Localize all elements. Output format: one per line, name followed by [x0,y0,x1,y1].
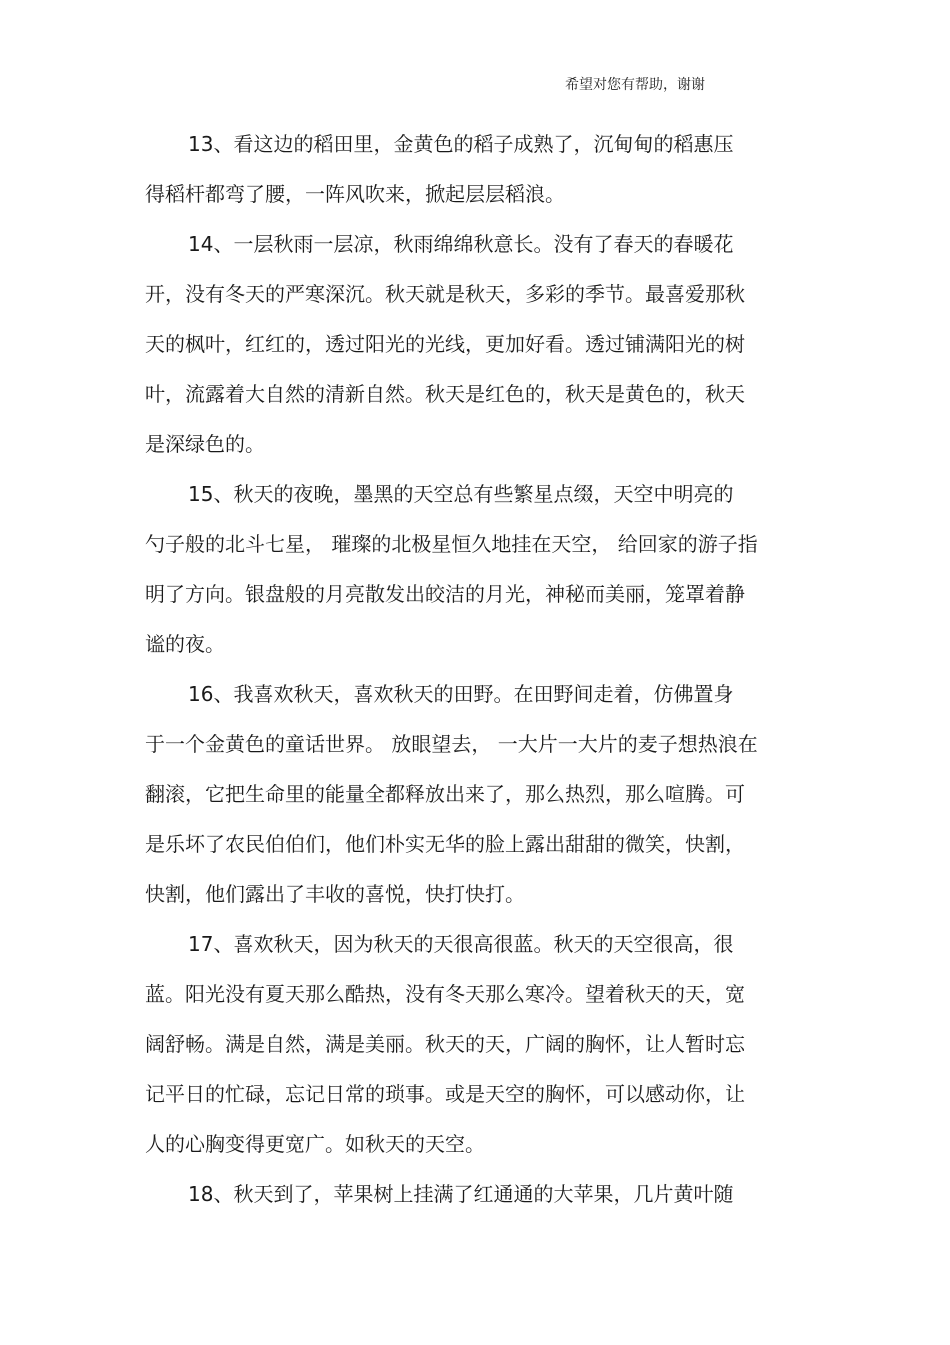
header-note: 希望对您有帮助，谢谢 [565,77,705,93]
paragraph-15-line-4: 谧的夜。 [145,632,225,656]
paragraph-16-line-4: 是乐坏了农民伯伯们，他们朴实无华的脸上露出甜甜的微笑，快割， [145,832,745,856]
paragraph-15-line-2: 勺子般的北斗七星， 璀璨的北极星恒久地挂在天空， 给回家的游子指 [145,532,758,556]
paragraph-15-line-1: 15、秋天的夜晚，墨黑的天空总有些繁星点缀，天空中明亮的 [188,482,734,506]
paragraph-17-line-3: 阔舒畅。满是自然，满是美丽。秋天的天，广阔的胸怀，让人暂时忘 [145,1032,745,1056]
paragraph-14-line-2: 开，没有冬天的严寒深沉。秋天就是秋天，多彩的季节。最喜爱那秋 [145,282,745,306]
paragraph-14-line-4: 叶，流露着大自然的清新自然。秋天是红色的，秋天是黄色的，秋天 [145,382,745,406]
paragraph-17-line-5: 人的心胸变得更宽广。如秋天的天空。 [145,1132,485,1156]
paragraph-17-line-1: 17、喜欢秋天，因为秋天的天很高很蓝。秋天的天空很高，很 [188,932,734,956]
paragraph-16-line-5: 快割，他们露出了丰收的喜悦，快打快打。 [145,882,525,906]
paragraph-18-line-1: 18、秋天到了，苹果树上挂满了红通通的大苹果，几片黄叶随 [188,1182,734,1206]
paragraph-16-line-2: 于一个金黄色的童话世界。 放眼望去， 一大片一大片的麦子想热浪在 [145,732,758,756]
paragraph-14-line-1: 14、一层秋雨一层凉，秋雨绵绵秋意长。没有了春天的春暖花 [188,232,734,256]
paragraph-13-line-2: 得稻杆都弯了腰，一阵风吹来，掀起层层稻浪。 [145,182,565,206]
paragraph-17-line-2: 蓝。阳光没有夏天那么酷热，没有冬天那么寒冷。望着秋天的天，宽 [145,982,745,1006]
paragraph-13-line-1: 13、看这边的稻田里，金黄色的稻子成熟了，沉甸甸的稻惠压 [188,132,734,156]
paragraph-17-line-4: 记平日的忙碌，忘记日常的琐事。或是天空的胸怀，可以感动你，让 [145,1082,745,1106]
paragraph-16-line-3: 翻滚，它把生命里的能量全都释放出来了，那么热烈，那么喧腾。可 [145,782,745,806]
paragraph-15-line-3: 明了方向。银盘般的月亮散发出皎洁的月光，神秘而美丽，笼罩着静 [145,582,745,606]
paragraph-14-line-3: 天的枫叶，红红的，透过阳光的光线，更加好看。透过铺满阳光的树 [145,332,745,356]
paragraph-14-line-5: 是深绿色的。 [145,432,265,456]
paragraph-16-line-1: 16、我喜欢秋天，喜欢秋天的田野。在田野间走着，仿佛置身 [188,682,734,706]
